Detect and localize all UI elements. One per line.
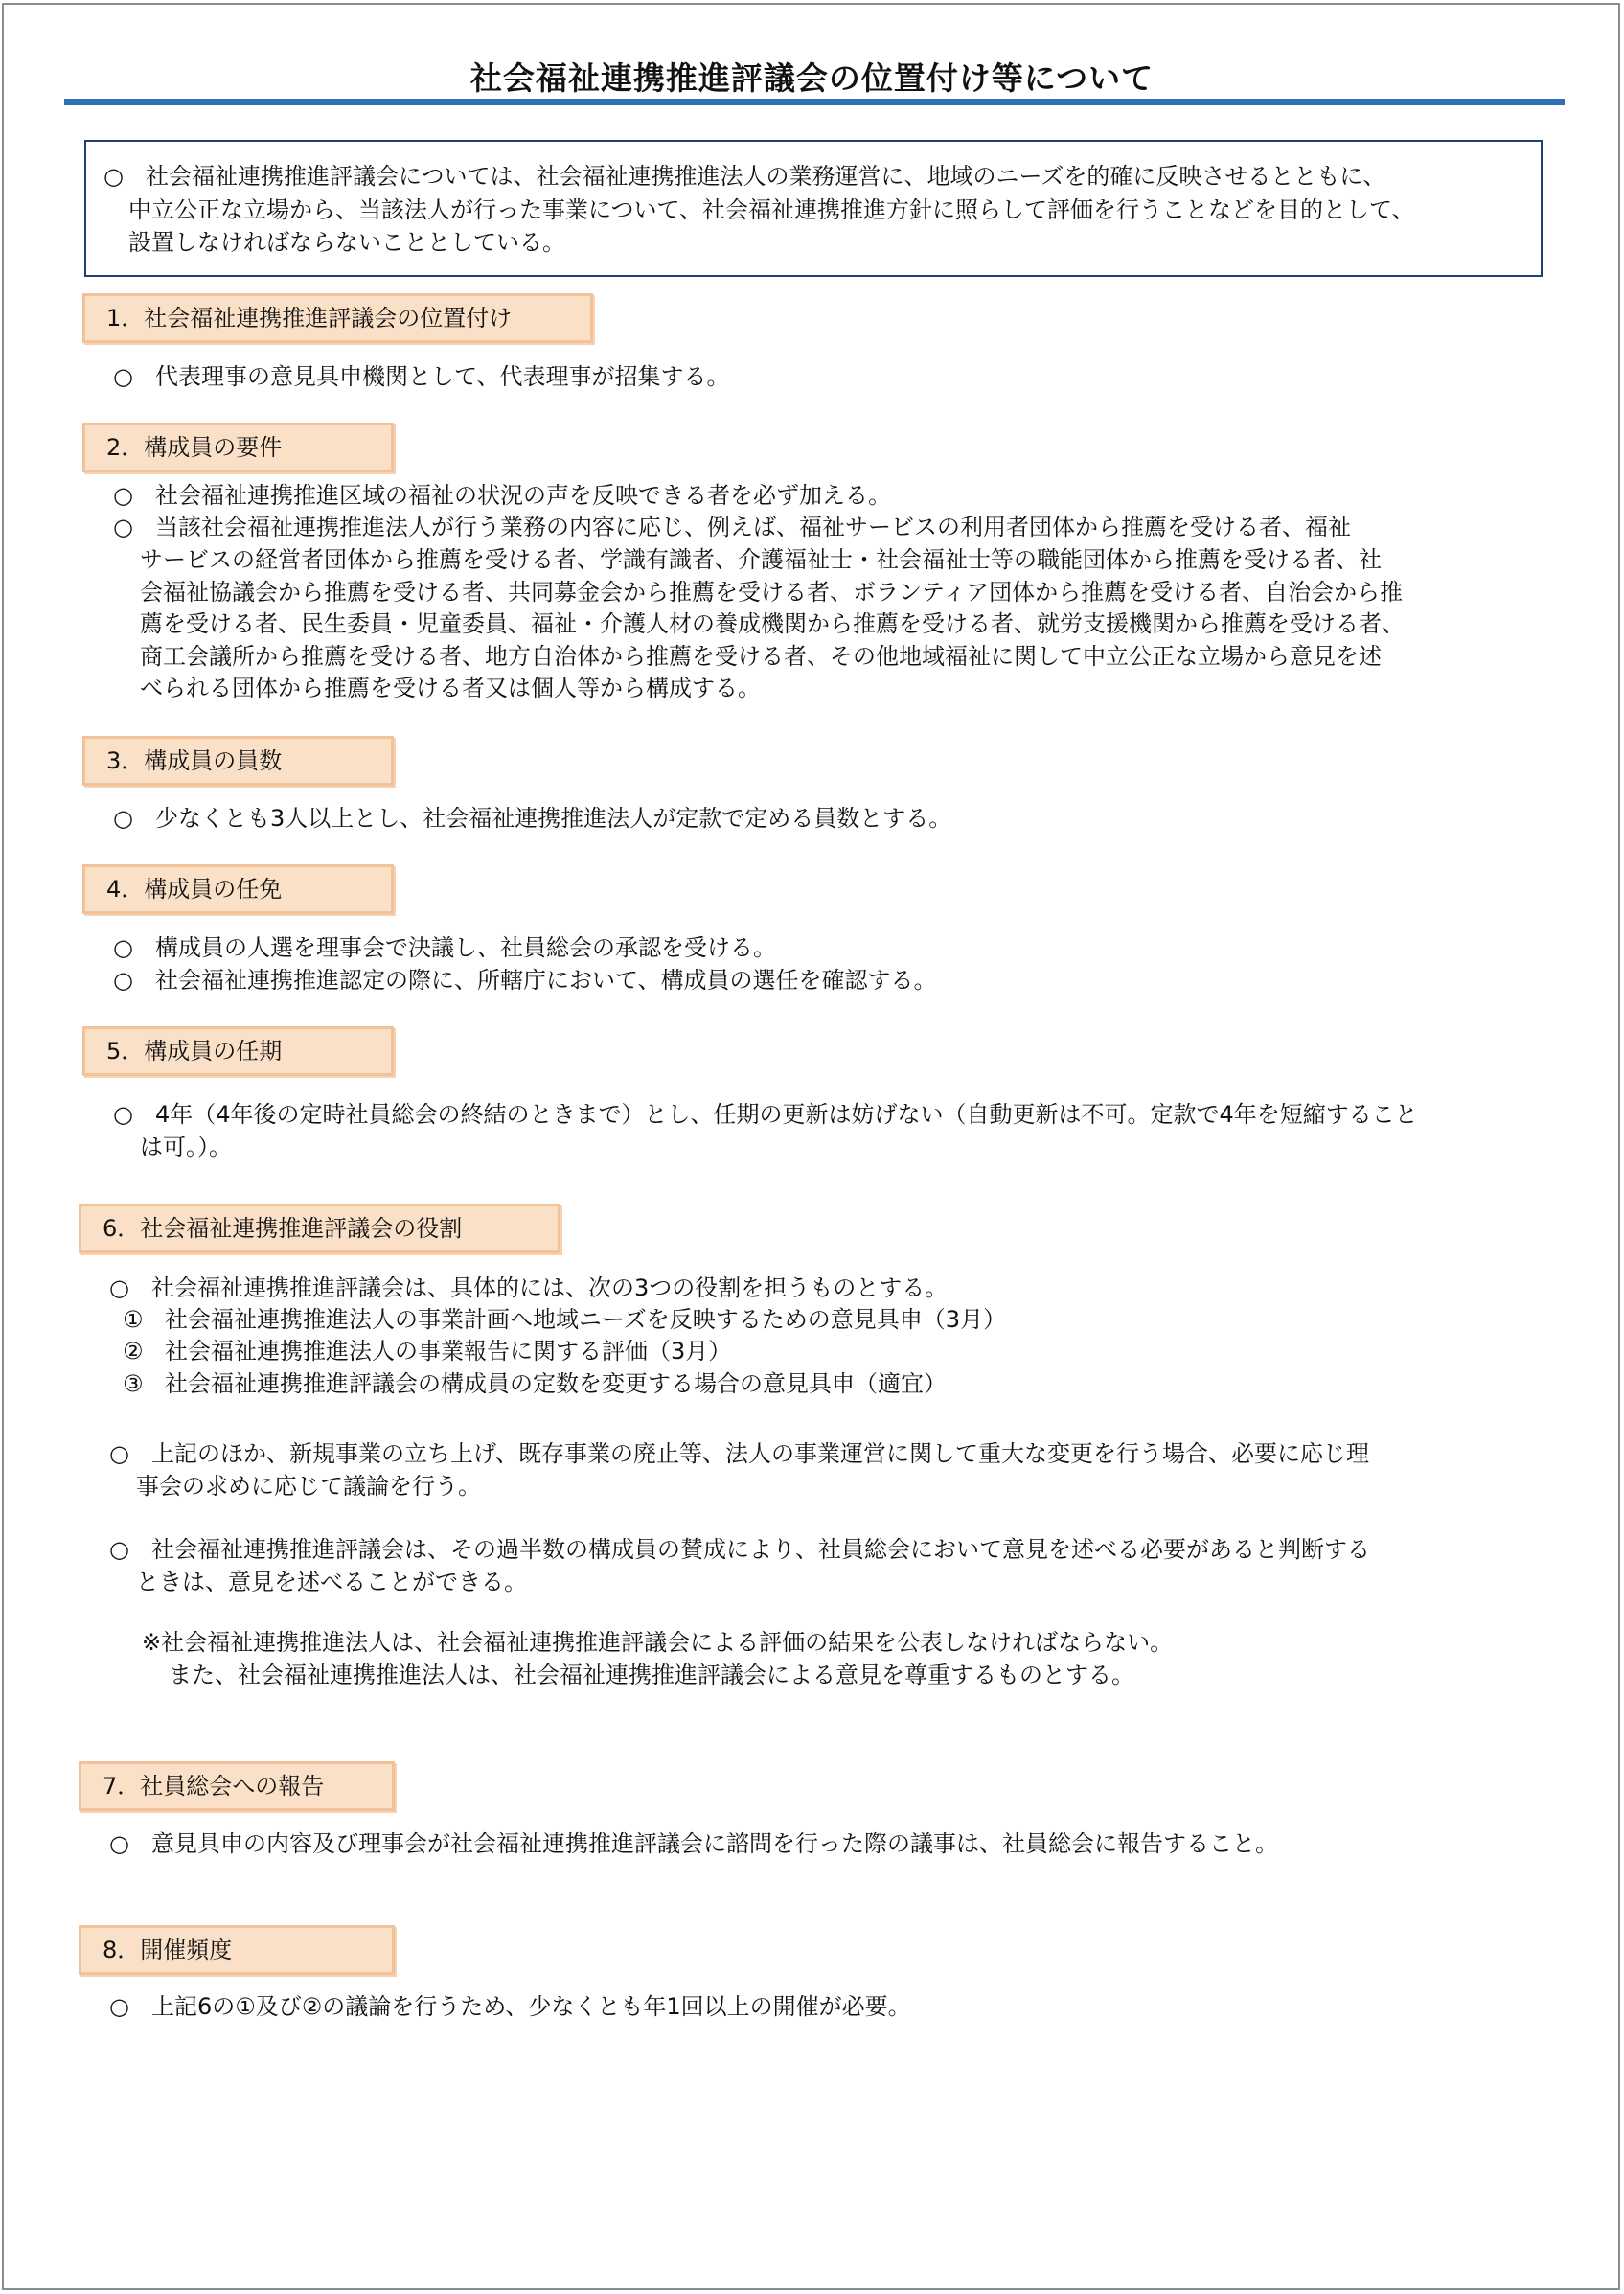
bullet-circle-icon: ○: [109, 1830, 129, 1857]
bullet-circle-icon: ○: [109, 1274, 129, 1301]
section-6-item-3: ③ 社会福祉連携推進評議会の構成員の定数を変更する場合の意見具申（適宜）: [123, 1367, 947, 1400]
enclosed-number-2: ②: [123, 1338, 144, 1365]
section-8-bullet-1: ○ 上記6の①及び②の議論を行うため、少なくとも年1回以上の開催が必要。: [109, 1990, 911, 2023]
section-heading-4: 4．構成員の任免: [82, 864, 394, 914]
section-6-bullet-3: ○ 社会福祉連携推進評議会は、その過半数の構成員の賛成により、社員総会において意見を述べる必要があると判断する: [109, 1533, 1370, 1566]
bullet-circle-icon: ○: [113, 967, 133, 994]
section-2-bullet-2-line-3: 会福祉協議会から推薦を受ける者、共同募金会から推薦を受ける者、ボランティア団体から推薦を受ける者、自治会から推: [140, 579, 1404, 606]
title-underline: [64, 99, 1565, 105]
section-heading-3: 3．構成員の員数: [82, 736, 394, 786]
section-heading-6: 6．社会福祉連携推進評議会の役割: [79, 1204, 560, 1253]
section-6-bullet-1: ○ 社会福祉連携推進評議会は、具体的には、次の3つの役割を担うものとする。: [109, 1272, 948, 1304]
section-6-bullet-2: ○ 上記のほか、新規事業の立ち上げ、既存事業の廃止等、法人の事業運営に関して重大な変更を行う場合、必要に応じ理: [109, 1437, 1369, 1470]
page-title: 社会福祉連携推進評議会の位置付け等について: [469, 59, 1155, 97]
section-3-bullet-1: ○ 少なくとも3人以上とし、社会福祉連携推進法人が定款で定める員数とする。: [113, 802, 951, 835]
bullet-circle-icon: ○: [113, 805, 133, 832]
bullet-circle-icon: ○: [109, 1993, 129, 2020]
intro-line-1: ○ 社会福祉連携推進評議会については、社会福祉連携推進法人の業務運営に、地域のニーズを的確に反映させるとともに、: [103, 160, 1385, 193]
section-6-note-line-1: ※社会福祉連携推進法人は、社会福祉連携推進評議会による評価の結果を公表しなければならない。: [142, 1629, 1174, 1656]
section-2-bullet-1: ○ 社会福祉連携推進区域の福祉の状況の声を反映できる者を必ず加える。: [113, 479, 891, 512]
section-1-bullet-1: ○ 代表理事の意見具申機関として、代表理事が招集する。: [113, 360, 730, 393]
section-7-bullet-1: ○ 意見具申の内容及び理事会が社会福祉連携推進評議会に諮問を行った際の議事は、社員総会に報告すること。: [109, 1827, 1278, 1860]
section-5-bullet-1: ○ 4年（4年後の定時社員総会の終結のときまで）とし、任期の更新は妨げない（自動更新は不可。定款で4年を短縮すること: [113, 1098, 1418, 1131]
section-heading-7: 7．社員総会への報告: [79, 1761, 395, 1811]
bullet-circle-icon: ○: [113, 482, 133, 509]
section-6-bullet-2-line-2: 事会の求めに応じて議論を行う。: [136, 1473, 481, 1500]
section-heading-1: 1．社会福祉連携推進評議会の位置付け: [82, 293, 593, 343]
section-2-bullet-2-line-5: 商工会議所から推薦を受ける者、地方自治体から推薦を受ける者、その他地域福祉に関して中立公正な立場から意見を述: [140, 643, 1382, 670]
section-6-bullet-3-line-2: ときは、意見を述べることができる。: [136, 1569, 527, 1595]
section-6-item-2: ② 社会福祉連携推進法人の事業報告に関する評価（3月）: [123, 1335, 731, 1367]
intro-line-3: 設置しなければならないこととしている。: [128, 229, 565, 256]
enclosed-number-1: ①: [123, 1306, 144, 1333]
bullet-circle-icon: ○: [103, 163, 124, 190]
intro-line-2: 中立公正な立場から、当該法人が行った事業について、社会福祉連携推進方針に照らして評価を行うことなどを目的として、: [128, 196, 1415, 223]
section-heading-5: 5．構成員の任期: [82, 1026, 394, 1076]
bullet-circle-icon: ○: [109, 1440, 129, 1467]
section-6-item-1: ① 社会福祉連携推進法人の事業計画へ地域ニーズを反映するための意見具申（3月）: [123, 1303, 1006, 1336]
bullet-circle-icon: ○: [113, 934, 133, 961]
bullet-circle-icon: ○: [109, 1536, 129, 1563]
bullet-circle-icon: ○: [113, 514, 133, 540]
section-2-bullet-2-line-6: べられる団体から推薦を受ける者又は個人等から構成する。: [140, 675, 761, 701]
section-4-bullet-2: ○ 社会福祉連携推進認定の際に、所轄庁において、構成員の選任を確認する。: [113, 964, 937, 997]
section-2-bullet-2-line-2: サービスの経営者団体から推薦を受ける者、学識有識者、介護福祉士・社会福祉士等の職能団体から推薦を受ける者、社: [140, 546, 1382, 573]
section-4-bullet-1: ○ 構成員の人選を理事会で決議し、社員総会の承認を受ける。: [113, 931, 776, 964]
enclosed-number-3: ③: [123, 1370, 144, 1397]
bullet-circle-icon: ○: [113, 363, 133, 390]
section-6-note-line-2: また、社会福祉連携推進法人は、社会福祉連携推進評議会による意見を尊重するものとする。: [169, 1662, 1134, 1688]
bullet-circle-icon: ○: [113, 1101, 133, 1128]
section-heading-8: 8．開催頻度: [79, 1925, 395, 1975]
section-2-bullet-2-line-4: 薦を受ける者、民生委員・児童委員、福祉・介護人材の養成機関から推薦を受ける者、就労支援機関から推薦を受ける者、: [140, 610, 1405, 637]
section-heading-2: 2．構成員の要件: [82, 423, 394, 472]
section-2-bullet-2: ○ 当該社会福祉連携推進法人が行う業務の内容に応じ、例えば、福祉サービスの利用者団体から推薦を受ける者、福祉: [113, 511, 1351, 543]
section-5-bullet-1-line-2: は可。）。: [140, 1134, 232, 1160]
